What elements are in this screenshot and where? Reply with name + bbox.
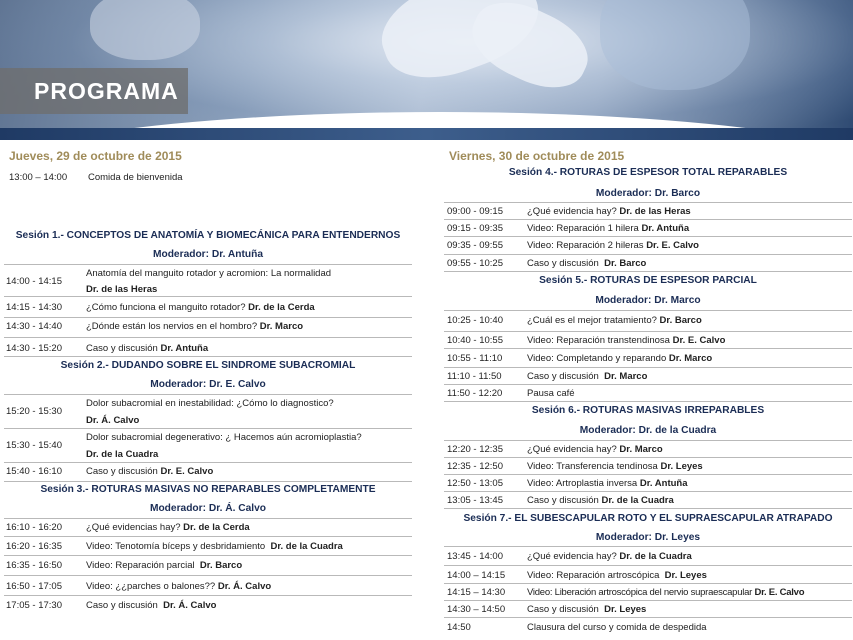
- row-time: 10:25 - 10:40: [447, 315, 503, 326]
- row-time: 15:20 - 15:30: [6, 406, 62, 417]
- row-time: 14:15 - 14:30: [6, 302, 62, 313]
- session-4-moderator: Moderador: Dr. Barco: [595, 188, 701, 199]
- divider: [4, 575, 412, 576]
- row-time: 11:10 - 11:50: [447, 371, 502, 382]
- row-time: 14:30 - 14:40: [6, 321, 62, 332]
- row-time: 16:10 - 16:20: [6, 522, 62, 533]
- row-speaker: Dr. Marco: [619, 444, 663, 455]
- row-desc: Video: Tenotomía bíceps y desbridamiento: [86, 541, 266, 552]
- row-speaker: Dr. E. Calvo: [646, 240, 699, 251]
- divider: [444, 508, 852, 509]
- row-speaker: Dr. Á. Calvo: [217, 581, 272, 592]
- divider: [444, 367, 852, 368]
- session-7-moderator: Moderador: Dr. Leyes: [595, 532, 701, 543]
- row-time: 14:30 – 14:50: [447, 604, 506, 615]
- divider: [4, 394, 412, 395]
- divider: [444, 546, 852, 547]
- divider: [444, 583, 852, 584]
- page-title: PROGRAMA: [34, 78, 179, 104]
- row-time: 14:15 – 14:30: [447, 587, 506, 598]
- row-desc: Video: Reparación parcial: [86, 560, 195, 571]
- divider: [4, 555, 412, 556]
- row-desc: Comida de bienvenida: [88, 172, 183, 183]
- divider: [444, 331, 852, 332]
- row-speaker: Dr. de la Cuadra: [86, 449, 159, 460]
- row-desc: Dolor subacromial en inestabilidad: ¿Cómo lo diagnostico?: [86, 398, 334, 409]
- row-time: 10:55 - 11:10: [447, 353, 503, 364]
- divider: [4, 337, 412, 338]
- divider: [444, 348, 852, 349]
- session-1-title: Sesión 1.- CONCEPTOS DE ANATOMÍA Y BIOMECÁNICA PARA ENTENDERNOS: [15, 230, 401, 241]
- row-desc: Video: ¿¿parches o balones??: [86, 581, 216, 592]
- row-time: 09:15 - 09:35: [447, 223, 503, 234]
- session-2-title: Sesión 2.- DUDANDO SOBRE EL SINDROME SUBACROMIAL: [60, 360, 356, 371]
- row-desc: ¿Qué evidencia hay?: [527, 206, 617, 217]
- row-speaker: Dr. Barco: [199, 560, 243, 571]
- session-4-title: Sesión 4.- ROTURAS DE ESPESOR TOTAL REPARABLES: [508, 167, 788, 178]
- row-speaker: Dr. de las Heras: [619, 206, 691, 217]
- day-thursday: Jueves, 29 de octubre de 2015: [9, 149, 182, 163]
- row-speaker: Dr. E. Calvo: [160, 466, 214, 477]
- divider: [4, 296, 412, 297]
- row-desc: ¿Dónde están los nervios en el hombro?: [86, 321, 258, 332]
- divider: [444, 236, 852, 237]
- row-speaker: Dr. de la Cerda: [183, 522, 250, 533]
- row-desc: ¿Qué evidencia hay?: [527, 551, 617, 562]
- divider: [4, 518, 412, 519]
- divider: [444, 254, 852, 255]
- row-time: 11:50 - 12:20: [447, 388, 503, 399]
- row-speaker: Dr. E. Calvo: [754, 587, 805, 598]
- header-banner: [0, 0, 853, 140]
- divider: [4, 264, 412, 265]
- row-time: 12:20 - 12:35: [447, 444, 503, 455]
- row-time: 14:50: [447, 622, 471, 633]
- row-desc: Dolor subacromial degenerativo: ¿ Hacemos aún acromioplastia?: [86, 432, 362, 443]
- row-speaker: Dr. Á. Calvo: [86, 415, 140, 426]
- session-5-title: Sesión 5.- ROTURAS DE ESPESOR PARCIAL: [539, 275, 757, 286]
- row-speaker: Dr. Á. Calvo: [163, 600, 217, 611]
- row-speaker: Dr. Barco: [604, 258, 647, 269]
- row-time: 13:00 – 14:00: [9, 172, 68, 183]
- divider: [4, 428, 412, 429]
- row-time: 14:30 - 15:20: [6, 343, 62, 354]
- divider: [444, 600, 852, 601]
- session-5-moderator: Moderador: Dr. Marco: [595, 295, 701, 306]
- divider: [444, 565, 852, 566]
- row-desc: Video: Reparación artroscópica: [527, 570, 660, 581]
- row-desc: Anatomía del manguito rotador y acromion: La normalidad: [86, 268, 332, 279]
- divider: [4, 462, 412, 463]
- row-time: 16:50 - 17:05: [6, 581, 62, 592]
- divider: [4, 481, 412, 482]
- row-time: 13:45 - 14:00: [447, 551, 503, 562]
- row-time: 17:05 - 17:30: [6, 600, 62, 611]
- divider: [444, 202, 852, 203]
- day-friday: Viernes, 30 de octubre de 2015: [449, 149, 625, 163]
- row-desc: Caso y discusión: [86, 466, 158, 477]
- row-speaker: Dr. Marco: [668, 353, 713, 364]
- divider: [4, 595, 412, 596]
- row-speaker: Dr. de las Heras: [86, 284, 158, 295]
- session-3-moderator: Moderador: Dr. Á. Calvo: [149, 503, 267, 514]
- row-time: 09:55 - 10:25: [447, 258, 503, 269]
- session-6-title: Sesión 6.- ROTURAS MASIVAS IRREPARABLES: [531, 405, 765, 416]
- row-desc: Video: Artroplastia inversa: [527, 478, 638, 489]
- row-speaker: Dr. de la Cuadra: [619, 551, 692, 562]
- row-time: 15:40 - 16:10: [6, 466, 62, 477]
- row-time: 16:20 - 16:35: [6, 541, 62, 552]
- divider: [444, 440, 852, 441]
- row-speaker: Dr. Leyes: [660, 461, 703, 472]
- row-desc: Video: Liberación artroscópica del nervio supraescapular: [527, 587, 753, 598]
- divider: [4, 536, 412, 537]
- row-time: 15:30 - 15:40: [6, 440, 62, 451]
- divider: [444, 474, 852, 475]
- row-speaker: Dr. de la Cuadra: [601, 495, 674, 506]
- session-7-title: Sesión 7.- EL SUBESCAPULAR ROTO Y EL SUPRAESCAPULAR ATRAPADO: [463, 513, 833, 524]
- divider: [4, 356, 412, 357]
- divider: [4, 317, 412, 318]
- row-speaker: Dr. Antuña: [641, 223, 690, 234]
- divider: [444, 457, 852, 458]
- row-time: 10:40 - 10:55: [447, 335, 503, 346]
- row-time: 09:35 - 09:55: [447, 240, 503, 251]
- row-desc: Video: Reparación 2 hileras: [527, 240, 644, 251]
- divider: [444, 219, 852, 220]
- session-1-moderator: Moderador: Dr. Antuña: [153, 249, 263, 260]
- divider: [444, 310, 852, 311]
- row-speaker: Dr. Marco: [604, 371, 648, 382]
- session-6-moderator: Moderador: Dr. de la Cuadra: [579, 425, 717, 436]
- row-time: 12:35 - 12:50: [447, 461, 503, 472]
- session-3-title: Sesión 3.- ROTURAS MASIVAS NO REPARABLES COMPLETAMENTE: [40, 484, 376, 495]
- row-desc: Video: Completando y reparando: [527, 353, 667, 364]
- row-desc: Caso y discusión: [527, 371, 599, 382]
- row-speaker: Dr. Barco: [659, 315, 702, 326]
- row-speaker: Dr. Leyes: [664, 570, 707, 581]
- divider: [444, 271, 852, 272]
- row-time: 16:35 - 16:50: [6, 560, 62, 571]
- row-speaker: Dr. E. Calvo: [672, 335, 726, 346]
- row-time: 13:05 - 13:45: [447, 495, 503, 506]
- row-time: 14:00 - 14:15: [6, 276, 62, 287]
- row-desc: Video: Reparación transtendinosa: [527, 335, 670, 346]
- row-speaker: Dr. Leyes: [604, 604, 647, 615]
- divider: [444, 491, 852, 492]
- row-desc: ¿Qué evidencias hay?: [86, 522, 181, 533]
- row-speaker: Dr. de la Cuadra: [270, 541, 343, 552]
- row-time: 09:00 - 09:15: [447, 206, 503, 217]
- row-desc: Pausa café: [527, 388, 575, 399]
- row-desc: Caso y discusión: [86, 343, 158, 354]
- row-speaker: Dr. Antuña: [639, 478, 688, 489]
- row-desc: ¿Qué evidencia hay?: [527, 444, 617, 455]
- row-desc: Video: Transferencia tendinosa: [527, 461, 658, 472]
- row-speaker: Dr. Marco: [259, 321, 304, 332]
- row-desc: ¿Cuál es el mejor tratamiento?: [527, 315, 657, 326]
- row-speaker: Dr. Antuña: [160, 343, 209, 354]
- row-desc: Clausura del curso y comida de despedida: [527, 622, 707, 633]
- divider: [444, 617, 852, 618]
- row-desc: Video: Reparación 1 hilera: [527, 223, 639, 234]
- programa-label-box: [0, 68, 188, 114]
- row-desc: Caso y discusión: [527, 604, 599, 615]
- row-desc: Caso y discusión: [86, 600, 158, 611]
- divider: [444, 401, 852, 402]
- row-desc: Caso y discusión: [527, 495, 599, 506]
- row-speaker: Dr. de la Cerda: [248, 302, 315, 313]
- row-time: 12:50 - 13:05: [447, 478, 503, 489]
- divider: [444, 384, 852, 385]
- session-2-moderator: Moderador: Dr. E. Calvo: [150, 379, 266, 390]
- row-desc: Caso y discusión: [527, 258, 599, 269]
- row-time: 14:00 – 14:15: [447, 570, 506, 581]
- row-desc: ¿Cómo funciona el manguito rotador?: [86, 302, 246, 313]
